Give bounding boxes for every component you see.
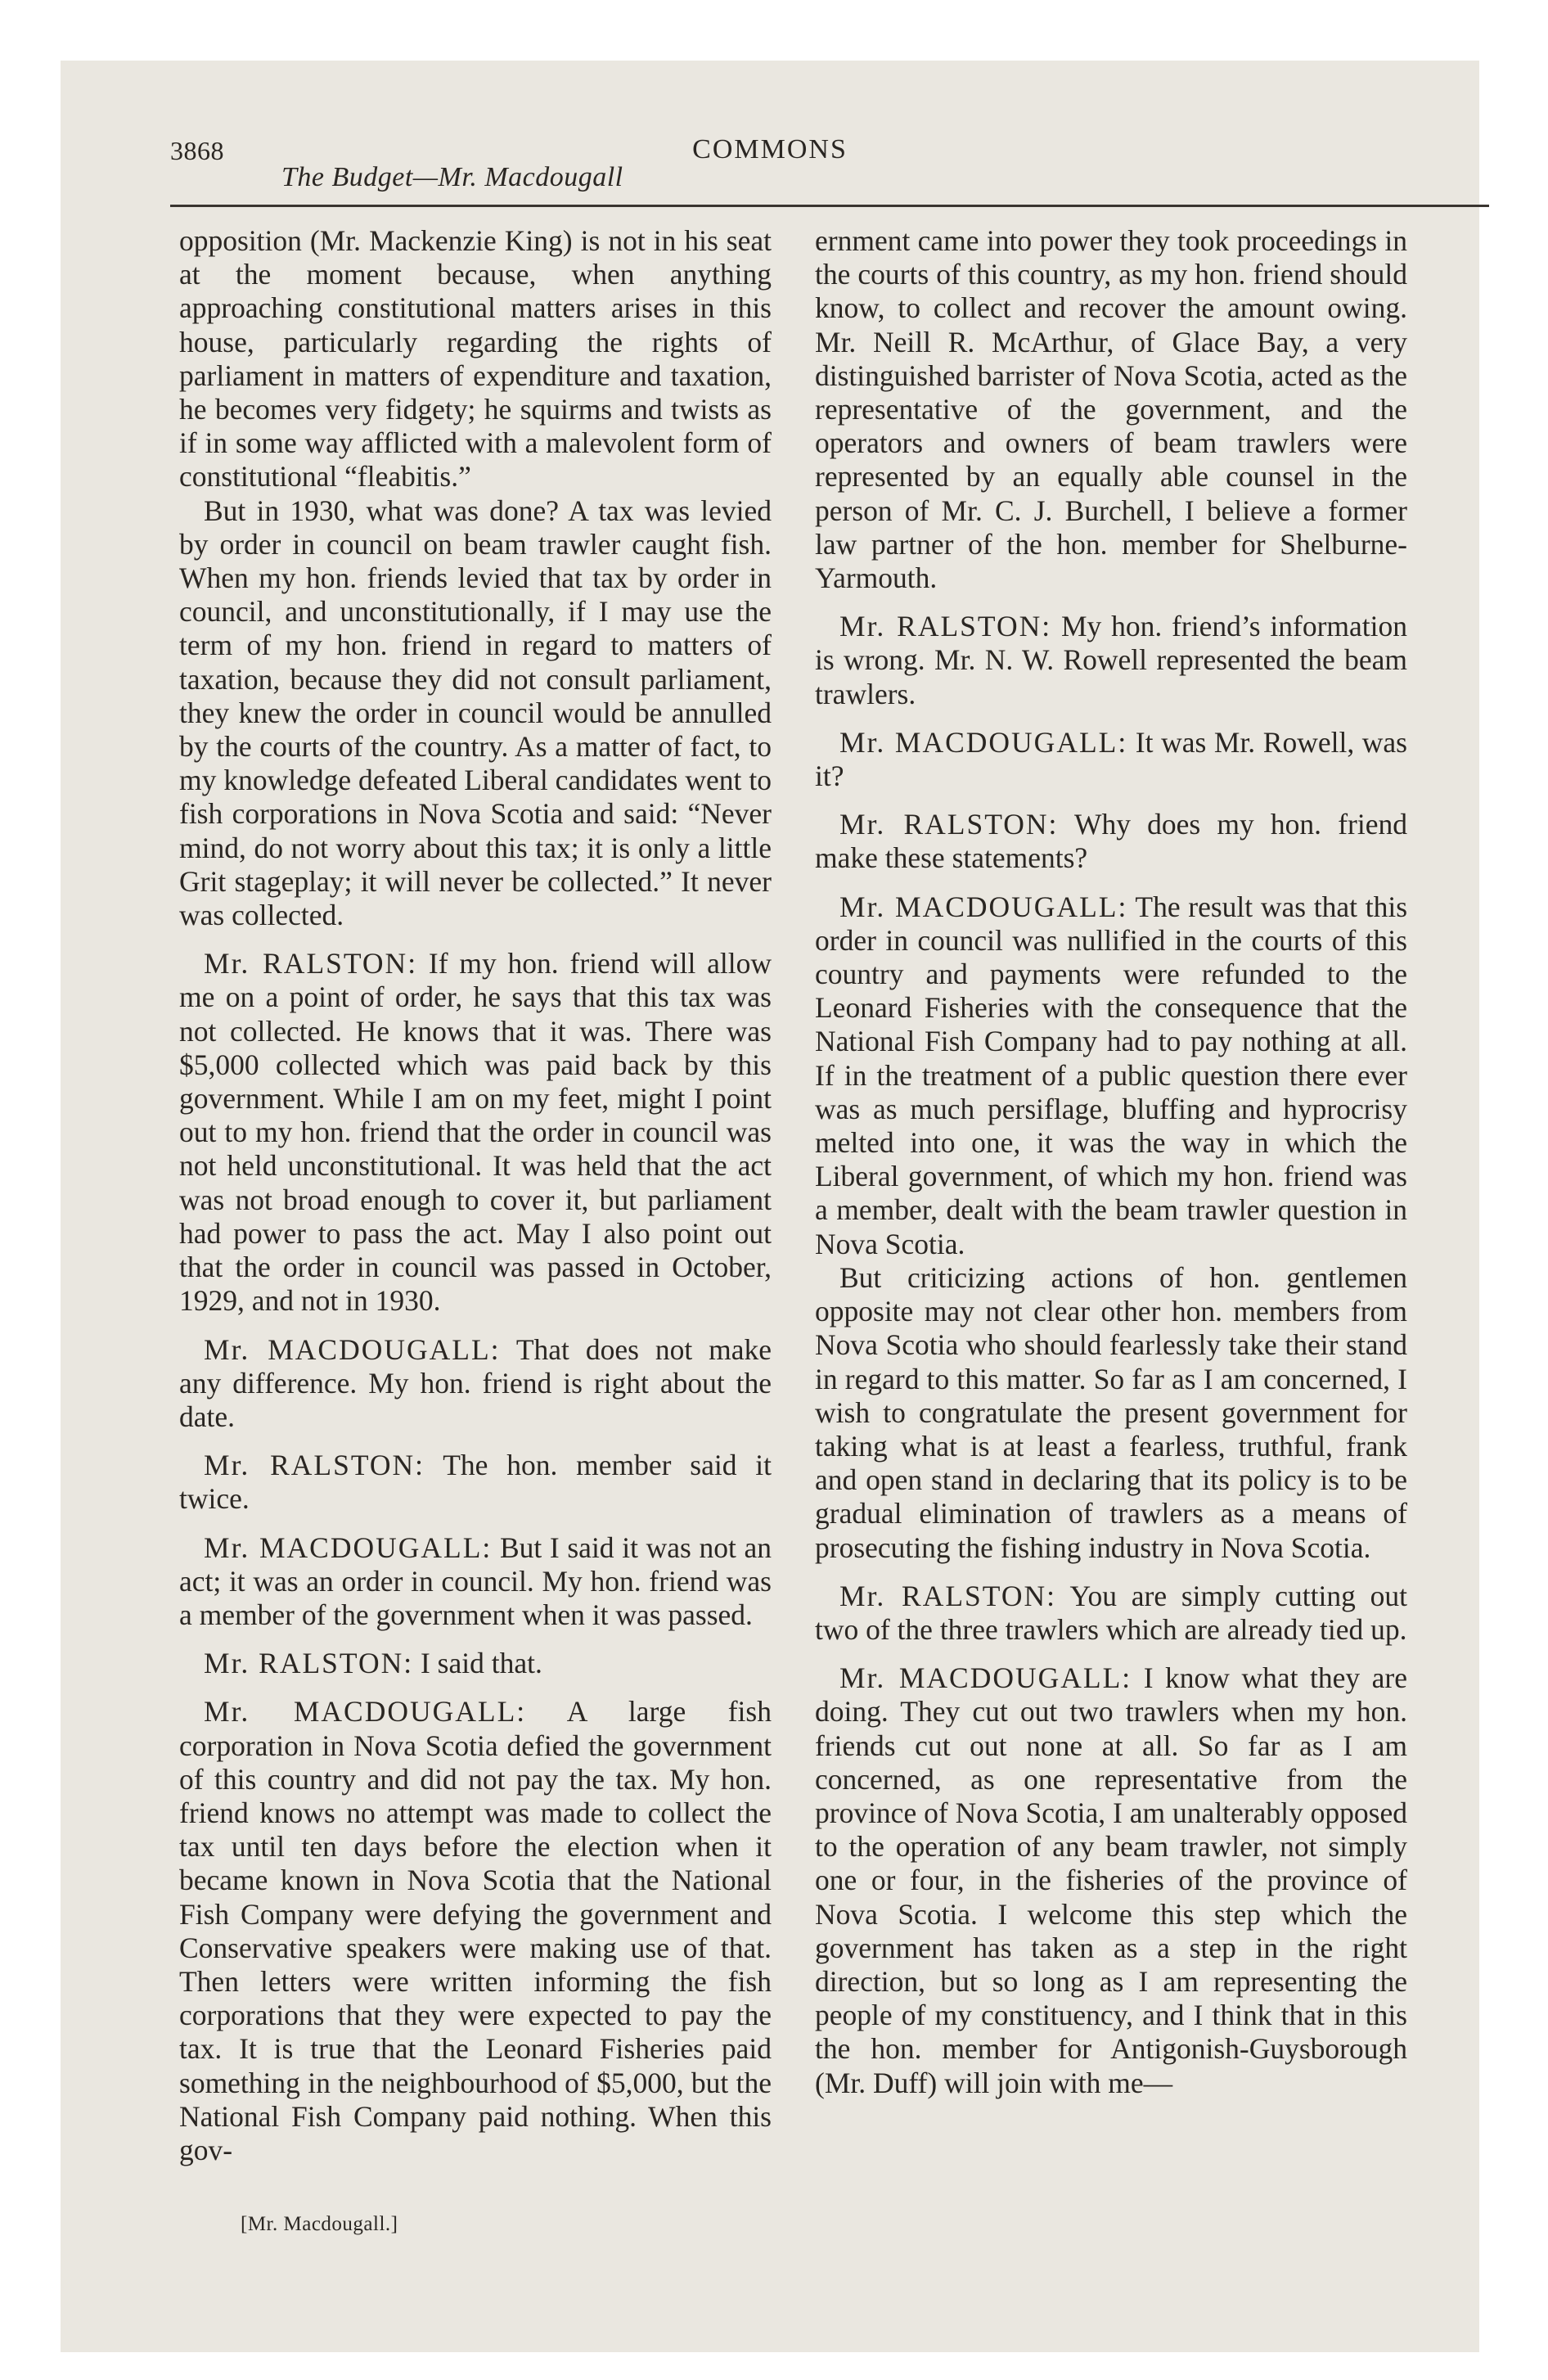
paragraph-text: But criticizing actions of hon. gentlemen opposite may not clear other hon. members from Nova Scotia who should fearlessly take their stand in regard to this matter. So far as I am concerned, I wish to congratulate the present government for taking what is at least a fearless, truthful, frank and open stand in declaring that its policy is to be gradual elimination of trawlers as a means of prosecuting the fishing industry in Nova Scotia. — [815, 1260, 1407, 1564]
speech-paragraph — [179, 1695, 772, 2167]
speech-paragraph — [815, 808, 1407, 875]
speech-text: The hon. member said it twice. — [179, 1449, 772, 1516]
right-column — [815, 224, 1407, 2100]
speaker-name: Mr. MACDOUGALL: — [839, 725, 1128, 759]
speech-paragraph — [815, 1580, 1407, 1647]
speech-paragraph — [815, 726, 1407, 793]
page-header — [61, 61, 1479, 224]
speech-paragraph — [815, 1661, 1407, 2100]
speech-paragraph — [179, 1449, 772, 1516]
speech-text: The result was that this order in council was nullified in the courts of this country and payments were refunded to the Leonard Fisheries with the consequence that the National Fish Company had to pay nothing at all. If in the treatment of a public question there ever was as much persiflage, bluffing and hyprocrisy melted into one, it was the way in which the Liberal government, of which my hon. friend was a member, dealt with the beam trawler question in Nova Scotia. — [815, 890, 1408, 1260]
speaker-name: Mr. MACDOUGALL: — [839, 1661, 1132, 1695]
speech-text: I said that. — [420, 1647, 542, 1680]
paragraph-text: opposition (Mr. Mackenzie King) is not in his seat at the moment because, when anything approaching constitutional matters arises in this house, particularly regarding the rights of parliament in matters of expenditure and taxation, he becomes very fidgety; he squirms and twists as if in some way afflicted with a malevolent form of constitutional “fleabitis.” — [179, 224, 772, 494]
speech-paragraph — [179, 947, 772, 1318]
speech-paragraph — [179, 1531, 772, 1633]
speech-text: That does not make any difference. My hon. friend is right about the date. — [179, 1332, 772, 1433]
paragraph-text: But in 1930, what was done? A tax was levied by order in council on beam trawler caught fish. When my hon. friends levied that tax by order in council, and unconstitutionally, if I may use the term of my hon. friend in regard to matters of taxation, because they did not consult parliament, they knew the order in council would be annulled by the courts of the country. As a matter of fact, to my knowledge defeated Liberal candidates went to fish corporations in Nova Scotia and said: “Never mind, do not worry about this tax; it is only a little Grit stageplay; it will never be collected.” It never was collected. — [179, 494, 772, 932]
speaker-name: Mr. RALSTON: — [839, 808, 1059, 841]
speech-text: But I said it was not an act; it was an order in council. My hon. friend was a member of the government when it was passed. — [179, 1530, 772, 1631]
speaker-name: Mr. RALSTON: — [204, 947, 418, 980]
speaker-name: Mr. MACDOUGALL: — [204, 1332, 501, 1366]
section-title: COMMONS — [692, 134, 848, 165]
speech-text: A large fish corporation in Nova Scotia defied the government of this country and did not pay the tax. My hon. friend knows no attempt was made to collect the tax until ten days before the election when it became known in Nova Scotia that the National Fish Company were defying the government and Conservative speakers were making use of that. Then letters were written informing the fish corporations that they were expected to pay the tax. It is true that the Leonard Fisheries paid something in the neighbourhood of $5,000, but the National Fish Company paid nothing. When this gov- — [179, 1695, 772, 2166]
running-title: The Budget—Mr. Macdougall — [281, 162, 623, 192]
paragraph — [815, 224, 1407, 595]
speaker-name: Mr. MACDOUGALL: — [839, 890, 1128, 923]
page-number: 3868 — [170, 136, 224, 165]
speaker-footer-note: [Mr. Macdougall.] — [241, 2213, 398, 2235]
header-rule — [170, 205, 1489, 207]
speech-text: Why does my hon. friend make these statements? — [815, 808, 1407, 875]
speech-paragraph — [815, 890, 1407, 1261]
speaker-name: Mr. MACDOUGALL: — [204, 1530, 493, 1564]
speech-paragraph — [179, 1647, 772, 1680]
paragraph — [179, 224, 772, 494]
paragraph — [179, 494, 772, 933]
speech-paragraph — [815, 610, 1407, 711]
speaker-name: Mr. RALSTON: — [204, 1449, 425, 1482]
hansard-page — [61, 61, 1479, 2352]
speaker-name: Mr. RALSTON: — [204, 1647, 414, 1680]
paragraph-text: ernment came into power they took proceedings in the courts of this country, as my hon. friend should know, to collect and recover the amount owing. Mr. Neill R. McArthur, of Glace Bay, a very distinguished barrister of Nova Scotia, acted as the representative of the government, and the operators and owners of beam trawlers were represented by an equally able counsel in the person of Mr. C. J. Burchell, I believe a former law partner of the hon. member for Shelburne-Yarmouth. — [815, 224, 1407, 595]
speech-text: You are simply cutting out two of the three trawlers which are already tied up. — [815, 1579, 1407, 1646]
speech-text: It was Mr. Rowell, was it? — [815, 725, 1407, 793]
speech-text: I know what they are doing. They cut out two trawlers when my hon. friends cut out none at all. So far as I am concerned, as one representative from the province of Nova Scotia, I am unalterably opposed to the operation of any beam trawler, not simply one or four, in the fisheries of the province of Nova Scotia. I welcome this step which the government has taken as a step in the right direction, but so long as I am representing the people of my constituency, and I think that in this the hon. member for Antigonish-Guysborough (Mr. Duff) will join with me— — [815, 1661, 1408, 2099]
speaker-name: Mr. RALSTON: — [839, 610, 1052, 643]
speech-paragraph — [179, 1333, 772, 1435]
speaker-name: Mr. MACDOUGALL: — [204, 1695, 527, 1729]
speaker-name: Mr. RALSTON: — [839, 1579, 1056, 1612]
left-column — [179, 224, 772, 2167]
paragraph — [815, 1261, 1407, 1565]
speech-text: My hon. friend’s information is wrong. Mr. N. W. Rowell represented the beam trawlers. — [815, 610, 1408, 710]
speech-text: If my hon. friend will allow me on a point of order, he says that this tax was not collected. He knows that it was. There was $5,000 collected which was paid back by this government. While I am on my feet, might I point out to my hon. friend that the order in council was not held unconstitutional. It was held that the act was not broad enough to cover it, but parliament had power to pass the act. May I also point out that the order in council was passed in October, 1929, and not in 1930. — [179, 947, 772, 1318]
